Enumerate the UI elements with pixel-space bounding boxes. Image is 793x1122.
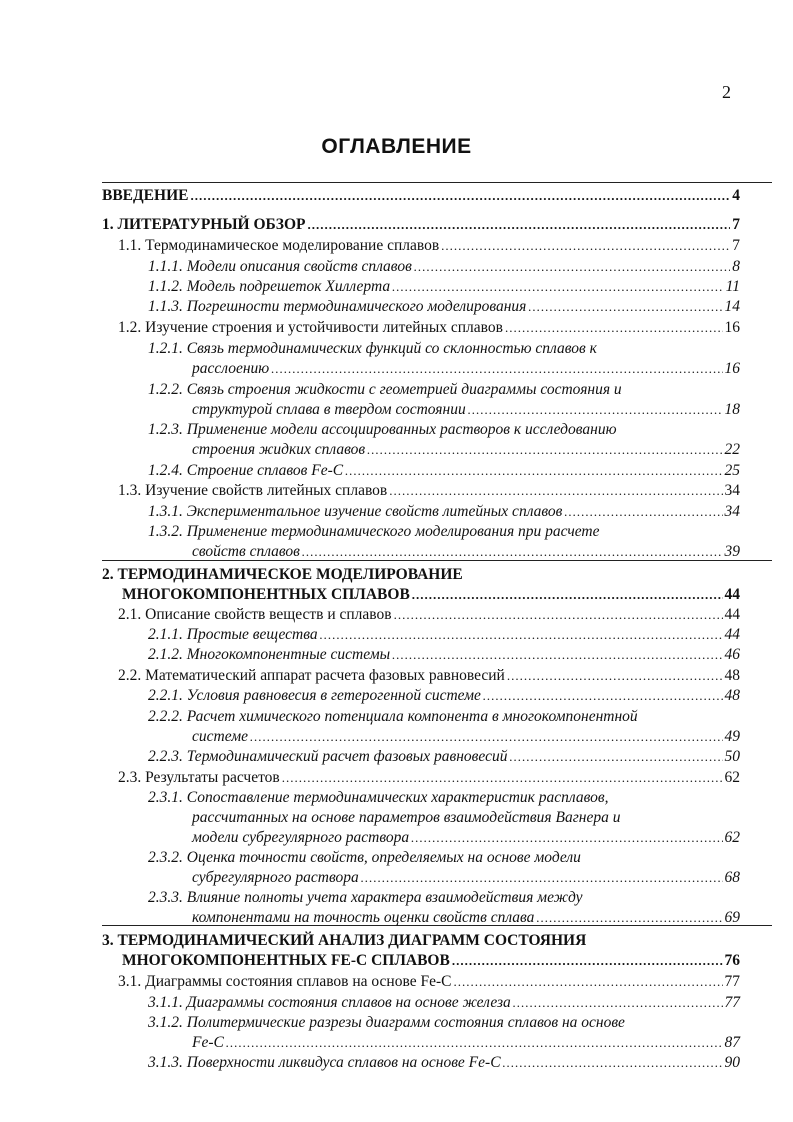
dot-leader <box>441 236 730 256</box>
toc-page-number: 22 <box>724 441 740 458</box>
dot-leader <box>483 686 723 706</box>
toc-entry-text: рассчитанных на основе параметров взаимодействия Вагнера и <box>192 809 621 826</box>
toc-page-number: 49 <box>724 728 740 745</box>
toc-entry-text: расслоению <box>192 360 270 377</box>
dot-leader <box>452 951 723 971</box>
toc-entry[interactable] <box>148 645 740 665</box>
dot-leader <box>564 502 722 522</box>
toc-entry[interactable] <box>102 215 740 235</box>
toc-entry-text: 1.2.3. Применение модели ассоциированных растворов к исследованию <box>148 421 617 438</box>
toc-entry[interactable] <box>118 666 740 686</box>
toc-entry-text: 1.1. Термодинамическое моделирование сплавов <box>118 237 440 254</box>
dot-leader <box>226 1033 723 1053</box>
dot-leader <box>536 908 722 928</box>
toc-entry-text: 2.1. Описание свойств веществ и сплавов <box>118 606 392 623</box>
toc-page-number: 18 <box>724 401 740 418</box>
toc-entry-text: 2.2.2. Расчет химического потенциала компонента в многокомпонентной <box>148 708 638 725</box>
toc-page-number: 16 <box>724 319 740 336</box>
toc-entry-text: 2. ТЕРМОДИНАМИЧЕСКОЕ МОДЕЛИРОВАНИЕ <box>102 566 463 583</box>
toc-page-number: 90 <box>724 1054 740 1071</box>
page-title: ОГЛАВЛЕНИЕ <box>321 135 472 158</box>
dot-leader <box>302 542 723 562</box>
toc-entry-text: 2.2.1. Условия равновесия в гетерогенной системе <box>148 687 481 704</box>
toc-entry[interactable] <box>118 318 740 338</box>
toc-entry-text: 3.1. Диаграммы состояния сплавов на основе Fe-C <box>118 973 452 990</box>
toc-entry-text: 2.1.2. Многокомпонентные системы <box>148 646 391 663</box>
toc-entry-text: 2.2. Математический аппарат расчета фазовых равновесий <box>118 667 505 684</box>
toc-page-number: 48 <box>724 687 740 704</box>
dot-leader <box>412 585 723 605</box>
toc-entry-text: 2.3. Результаты расчетов <box>118 769 280 786</box>
toc-entry-text: 2.2.3. Термодинамический расчет фазовых равновесий <box>148 748 508 765</box>
dot-leader <box>507 666 723 686</box>
toc-page-number: 87 <box>724 1034 740 1051</box>
toc-entry-text: ВВЕДЕНИЕ <box>102 187 189 204</box>
toc-entry-text: 1.3.1. Экспериментальное изучение свойств литейных сплавов <box>148 503 563 520</box>
toc-entry[interactable] <box>148 848 740 888</box>
toc-entry-text: субрегулярного раствора <box>192 869 359 886</box>
toc-entry[interactable] <box>102 565 740 605</box>
toc-entry[interactable] <box>148 707 740 747</box>
toc-page-number: 8 <box>732 258 740 275</box>
toc-entry-text: системе <box>192 728 248 745</box>
page-number: 2 <box>722 82 731 102</box>
toc-entry[interactable] <box>148 993 740 1013</box>
toc-page-number: 34 <box>724 482 740 499</box>
toc-page-number: 44 <box>724 586 740 603</box>
dot-leader <box>361 868 723 888</box>
toc-page-number: 44 <box>724 626 740 643</box>
dot-leader <box>411 828 722 848</box>
toc-entry-text: 2.3.1. Сопоставление термодинамических характеристик расплавов, <box>148 789 609 806</box>
dot-leader <box>250 727 723 747</box>
toc-page-number: 62 <box>724 769 740 786</box>
dot-leader <box>308 215 731 235</box>
toc-page-number: 69 <box>724 909 740 926</box>
toc-entry-text: 1.3.2. Применение термодинамического моделирования при расчете <box>148 523 600 540</box>
toc-entry-text: 1.1.1. Модели описания свойств сплавов <box>148 258 412 275</box>
dot-leader <box>513 993 723 1013</box>
toc-entry-text: модели субрегулярного раствора <box>192 829 410 846</box>
toc-page-number: 44 <box>724 606 740 623</box>
toc-entry[interactable] <box>118 481 740 501</box>
dot-leader <box>282 768 723 788</box>
toc-entry[interactable] <box>118 236 740 256</box>
dot-leader <box>453 972 722 992</box>
dot-leader <box>414 257 730 277</box>
toc-entry[interactable] <box>148 522 740 562</box>
toc-entry[interactable] <box>148 1053 740 1073</box>
toc-entry[interactable] <box>148 1013 740 1053</box>
toc-page-number: 34 <box>724 503 740 520</box>
toc-entry[interactable] <box>148 297 740 317</box>
toc-entry[interactable] <box>118 605 740 625</box>
toc-entry-text: Fe-C <box>192 1034 224 1051</box>
toc-entry[interactable] <box>148 888 740 928</box>
toc-entry-text: структурой сплава в твердом состоянии <box>192 401 466 418</box>
dot-leader <box>503 1053 723 1073</box>
toc-page-number: 76 <box>724 952 740 969</box>
toc-page-number: 16 <box>724 360 740 377</box>
dot-leader <box>345 461 722 481</box>
toc-entry[interactable] <box>148 257 740 277</box>
toc-page-number: 50 <box>724 748 740 765</box>
toc-entry-text: 2.3.2. Оценка точности свойств, определяемых на основе модели <box>148 849 581 866</box>
toc-entry-text: 1.2. Изучение строения и устойчивости литейных сплавов <box>118 319 503 336</box>
dot-leader <box>392 277 724 297</box>
toc-entry-text: строения жидких сплавов <box>192 441 366 458</box>
toc-entry[interactable] <box>148 502 740 522</box>
toc-entry[interactable] <box>148 625 740 645</box>
dot-leader <box>528 297 722 317</box>
toc-entry-text: 2.3.3. Влияние полноты учета характера взаимодействия между <box>148 889 583 906</box>
toc-entry-text: 3.1.2. Политермические разрезы диаграмм состояния сплавов на основе <box>148 1014 625 1031</box>
toc-entry[interactable] <box>148 339 740 379</box>
dot-leader <box>389 481 722 501</box>
toc-entry[interactable] <box>148 747 740 767</box>
toc-entry-text: 3. ТЕРМОДИНАМИЧЕСКИЙ АНАЛИЗ ДИАГРАММ СОСТОЯНИЯ <box>102 932 587 949</box>
toc-entry[interactable] <box>148 686 740 706</box>
toc-page-number: 11 <box>725 278 740 295</box>
toc-entry[interactable] <box>148 277 740 297</box>
toc-entry-text: 2.1.1. Простые вещества <box>148 626 318 643</box>
dot-leader <box>505 318 723 338</box>
toc-entry[interactable] <box>102 931 740 971</box>
toc-page-number: 7 <box>732 237 740 254</box>
toc-entry-text: 1.2.1. Связь термодинамических функций со склонностью сплавов к <box>148 340 597 357</box>
toc-page-number: 39 <box>724 543 740 560</box>
toc-page-number: 7 <box>732 216 740 233</box>
toc-entry-text: 1.1.2. Модель подрешеток Хиллерта <box>148 278 391 295</box>
dot-leader <box>392 645 722 665</box>
toc-entry[interactable] <box>102 186 740 206</box>
dot-leader <box>271 359 722 379</box>
toc-page-number: 4 <box>732 187 740 204</box>
toc-page-number: 14 <box>724 298 740 315</box>
toc-entry-text: 1. ЛИТЕРАТУРНЫЙ ОБЗОР <box>102 216 306 233</box>
toc-entry-text: 1.2.4. Строение сплавов Fe-C <box>148 462 344 479</box>
toc-entry-text: МНОГОКОМПОНЕНТНЫХ СПЛАВОВ <box>122 586 410 603</box>
toc-entry[interactable] <box>118 972 740 992</box>
toc-page-number: 68 <box>724 869 740 886</box>
dot-leader <box>367 440 722 460</box>
toc-page-number: 77 <box>724 994 740 1011</box>
toc-entry-text: 1.3. Изучение свойств литейных сплавов <box>118 482 388 499</box>
toc-entry-text: 3.1.3. Поверхности ликвидуса сплавов на основе Fe-C <box>148 1054 501 1071</box>
toc-entry-text: 3.1.1. Диаграммы состояния сплавов на основе железа <box>148 994 511 1011</box>
toc-page-number: 48 <box>724 667 740 684</box>
dot-leader <box>509 747 722 767</box>
toc-page-number: 77 <box>724 973 740 990</box>
dot-leader <box>394 605 723 625</box>
dot-leader <box>190 186 730 206</box>
toc-entry[interactable] <box>118 768 740 788</box>
toc-entry-text: 1.2.2. Связь строения жидкости с геометрией диаграммы состояния и <box>148 381 622 398</box>
toc-entry-text: компонентами на точность оценки свойств сплава <box>192 909 535 926</box>
toc-page-number: 62 <box>724 829 740 846</box>
toc-entry[interactable] <box>148 380 740 420</box>
toc-page-number: 46 <box>724 646 740 663</box>
toc-entry[interactable] <box>148 420 740 460</box>
toc-entry[interactable] <box>148 461 740 481</box>
dot-leader <box>320 625 723 645</box>
toc-entry-text: 1.1.3. Погрешности термодинамического моделирования <box>148 298 527 315</box>
toc-entry-text: свойств сплавов <box>192 543 300 560</box>
toc-entry-text: МНОГОКОМПОНЕНТНЫХ FE-C СПЛАВОВ <box>122 952 450 969</box>
dot-leader <box>468 400 723 420</box>
toc-page-number: 25 <box>724 462 740 479</box>
toc-entry[interactable] <box>148 788 740 848</box>
